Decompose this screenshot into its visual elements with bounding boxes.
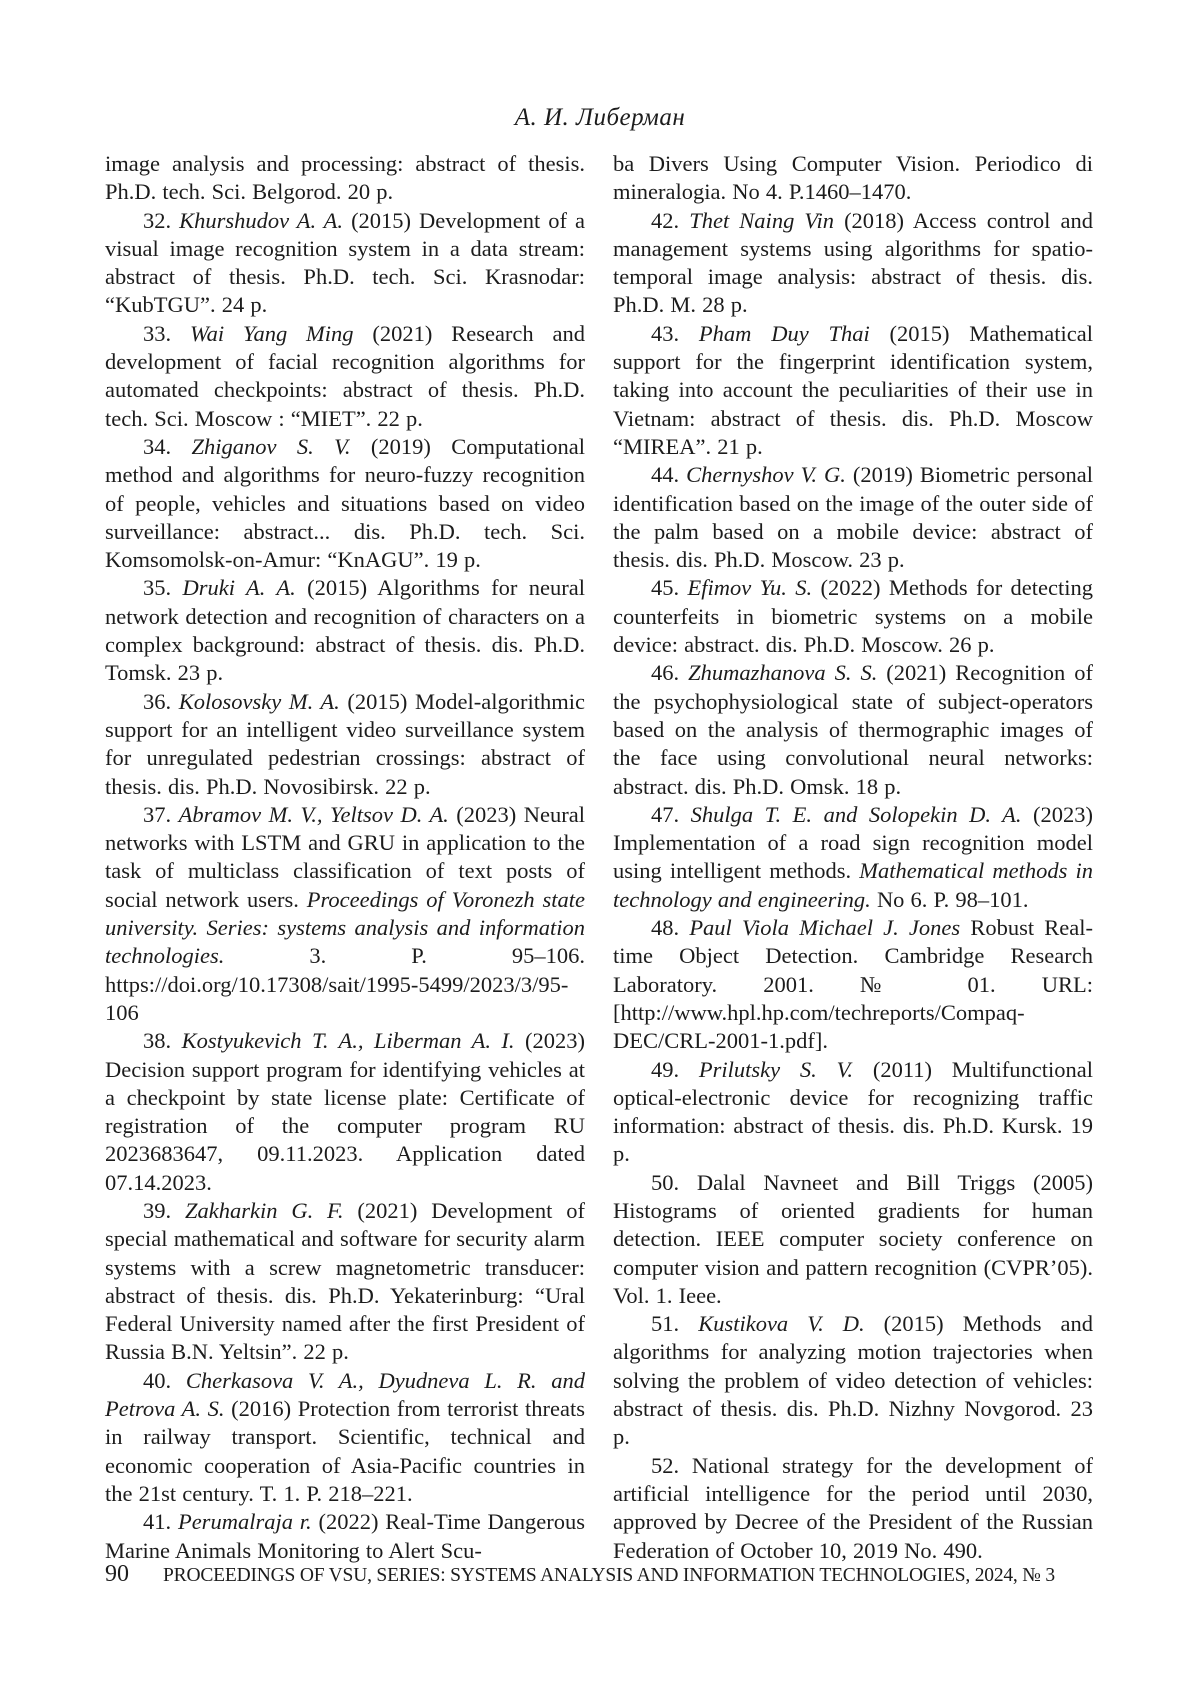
reference-text: 3. P. 95–106. https://doi.org/10.17308/sait/1995-5499/2023/3/95-106: [105, 943, 585, 1025]
reference-item: [613, 1310, 1093, 1451]
reference-emphasis-text: Zhumazhanova S. S.: [688, 660, 878, 686]
reference-emphasis-text: Perumalraja r.: [177, 1509, 312, 1535]
reference-item: [613, 1056, 1093, 1169]
reference-text: 47.: [651, 801, 691, 827]
reference-item: [105, 1508, 585, 1565]
reference-emphasis-text: Cherkasova V. A., Dyudneva L. R. and Petrova A. S.: [105, 1367, 585, 1422]
reference-text: 33.: [143, 320, 190, 346]
references-section: [105, 150, 1093, 1565]
reference-text: 51.: [651, 1311, 699, 1337]
reference-item: [105, 801, 585, 1027]
reference-emphasis-text: Kostyukevich T. A., Liberman A. I.: [181, 1028, 515, 1054]
reference-text: (2019) Computational method and algorithms for neuro-fuzzy recognition of people, vehicles and situations based on video surveillance: abstract... dis. Ph.D. tech. Sci. Komsomolsk-on-Amur: “KnAGU”. 19 p.: [105, 433, 585, 573]
reference-text: 39.: [143, 1197, 185, 1223]
reference-item: [613, 320, 1093, 461]
reference-text: 40.: [143, 1367, 186, 1393]
reference-item: [105, 1027, 585, 1197]
reference-text: (2023) Implementation of a road sign recognition model using intelligent methods.: [613, 801, 1093, 884]
reference-item: [613, 1169, 1093, 1310]
reference-text: 46.: [651, 660, 689, 686]
reference-text: (2023) Decision support program for identifying vehicles at a checkpoint by state license plate: Certificate of registration of the computer program RU 2023683647, 09.11.2023. Application dated 07.14.2023.: [105, 1028, 585, 1195]
references-column-right: [613, 150, 1093, 1565]
reference-text: 45.: [651, 575, 688, 601]
reference-emphasis-text: Khurshudov A. A.: [179, 207, 344, 233]
reference-text: image analysis and processing: abstract of thesis. Ph.D. tech. Sci. Belgorod. 20 p.: [105, 151, 585, 205]
reference-item: [613, 461, 1093, 574]
reference-item: [105, 433, 585, 574]
reference-item: [105, 207, 585, 320]
reference-item: [105, 688, 585, 801]
reference-item: [613, 150, 1093, 207]
reference-text: (2021) Recognition of the psychophysiological state of subject-operators based on the analysis of thermographic images of the face using convolutional neural networks: abstract. dis. Ph.D. Omsk. 18 p.: [613, 660, 1093, 799]
reference-text: (2015) Methods and algorithms for analyzing motion trajectories when solving the problem of video detection of vehicles: abstract of thesis. dis. Ph.D. Nizhny Novgorod. 23 p.: [613, 1311, 1093, 1450]
journal-title: PROCEEDINGS OF VSU, SERIES: SYSTEMS ANALYSIS AND INFORMATION TECHNOLOGIES, 2024, № 3: [163, 1565, 1055, 1586]
reference-text: (2022) Real-Time Dangerous Marine Animals Monitoring to Alert Scu-: [105, 1509, 585, 1563]
reference-text: 49.: [651, 1056, 699, 1082]
reference-text: 35.: [143, 575, 183, 601]
reference-emphasis-text: Wai Yang Ming: [189, 320, 354, 346]
reference-emphasis-text: Thet Naing Vin: [689, 207, 834, 233]
reference-emphasis-text: Chernyshov V. G.: [686, 462, 846, 488]
reference-text: 34.: [143, 433, 192, 459]
reference-emphasis-text: Prilutsky S. V.: [698, 1056, 854, 1082]
reference-emphasis-text: Proceedings of Voronezh state university. Series: systems analysis and information technologies.: [105, 886, 585, 969]
reference-text: ba Divers Using Computer Vision. Periodico di mineralogia. No 4. P.1460–1470.: [613, 151, 1093, 205]
reference-text: (2011) Multifunctional optical-electronic device for recognizing traffic information: abstract of thesis. dis. Ph.D. Kursk. 19 p.: [613, 1056, 1093, 1167]
reference-text: Robust Real-time Object Detection. Cambridge Research Laboratory. 2001. № 01. URL: [http://www.hpl.hp.com/techreports/Compaq-DEC/CRL-2001-1.pdf].: [613, 915, 1093, 1054]
reference-text: 36.: [143, 688, 179, 714]
references-column-left: [105, 150, 585, 1565]
reference-item: [105, 1197, 585, 1367]
reference-text: 52. National strategy for the development of artificial intelligence for the period until 2030, approved by Decree of the President of the Russian Federation of October 10, 2019 No. 490.: [613, 1452, 1093, 1563]
reference-text: (2021) Research and development of facial recognition algorithms for automated checkpoints: abstract of thesis. Ph.D. tech. Sci. Moscow : “MIET”. 22 p.: [105, 320, 585, 431]
reference-text: 48.: [651, 915, 690, 941]
reference-text: No 6. P. 98–101.: [870, 886, 1029, 912]
reference-emphasis-text: Zakharkin G. F.: [184, 1197, 344, 1223]
reference-emphasis-text: Pham Duy Thai: [698, 320, 870, 346]
reference-text: 50. Dalal Navneet and Bill Triggs (2005) Histograms of oriented gradients for human detection. IEEE computer society conference on computer vision and pattern recognition (CVPR’05). Vol. 1. Ieee.: [613, 1169, 1093, 1308]
reference-text: (2015) Algorithms for neural network detection and recognition of characters on a complex background: abstract of thesis. dis. Ph.D. Tomsk. 23 p.: [105, 575, 586, 686]
reference-text: (2015) Model-algorithmic support for an intelligent video surveillance system for unregulated pedestrian crossings: abstract of thesis. dis. Ph.D. Novosibirsk. 22 p.: [105, 688, 586, 799]
reference-text: 32.: [143, 207, 180, 233]
reference-emphasis-text: Kustikova V. D.: [698, 1311, 865, 1337]
reference-text: 42.: [651, 207, 690, 233]
reference-item: [105, 1367, 585, 1508]
reference-emphasis-text: Efimov Yu. S.: [687, 575, 813, 601]
reference-emphasis-text: Zhiganov S. V.: [191, 433, 351, 459]
reference-text: (2019) Biometric personal identification based on the image of the outer side of the palm based on a mobile device: abstract of thesis. dis. Ph.D. Moscow. 23 p.: [613, 462, 1094, 573]
reference-emphasis-text: Shulga T. E. and Solopekin D. A.: [690, 801, 1022, 827]
reference-item: [105, 320, 585, 433]
reference-text: 44.: [651, 462, 687, 488]
reference-emphasis-text: Mathematical methods in technology and engineering.: [613, 858, 1093, 912]
reference-item: [613, 659, 1093, 800]
reference-emphasis-text: Kolosovsky M. A.: [178, 688, 340, 714]
reference-item: [613, 914, 1093, 1055]
reference-item: [613, 207, 1093, 320]
reference-text: (2022) Methods for detecting counterfeits in biometric systems on a mobile device: abstract. dis. Ph.D. Moscow. 26 p.: [613, 575, 1094, 658]
reference-item: [613, 801, 1093, 914]
reference-text: (2015) Mathematical support for the fingerprint identification system, taking into account the peculiarities of their use in Vietnam: abstract of thesis. dis. Ph.D. Moscow “MIREA”. 21 p.: [613, 320, 1094, 459]
reference-text: (2018) Access control and management systems using algorithms for spatio-temporal image analysis: abstract of thesis. dis. Ph.D. M. 28 p.: [613, 207, 1094, 318]
reference-item: [613, 1452, 1093, 1565]
reference-item: [105, 150, 585, 207]
reference-item: [613, 574, 1093, 659]
reference-text: (2015) Development of a visual image recognition system in a data stream: abstract of thesis. Ph.D. tech. Sci. Krasnodar: “KubTGU”. 24 p.: [105, 207, 585, 318]
reference-emphasis-text: Druki A. A.: [182, 575, 296, 601]
reference-text: (2016) Protection from terrorist threats in railway transport. Scientific, technical and economic cooperation of Asia-Pacific countries in the 21st century. T. 1. P. 218–221.: [105, 1396, 586, 1506]
page-number: 90: [105, 1561, 129, 1587]
reference-text: 38.: [143, 1028, 182, 1054]
reference-emphasis-text: Abramov M. V., Yeltsov D. A.: [178, 801, 449, 827]
reference-text: (2021) Development of special mathematical and software for security alarm systems with a screw magnetometric transducer: abstract of thesis. dis. Ph.D. Yekaterinburg: “Ural Federal University named after the first President of Russia B.N. Yeltsin”. 22 p.: [105, 1197, 585, 1365]
reference-item: [105, 574, 585, 687]
page-footer: [105, 1561, 1093, 1588]
reference-emphasis-text: Paul Viola Michael J. Jones: [689, 915, 961, 941]
reference-text: 43.: [651, 320, 699, 346]
reference-text: 37.: [143, 801, 179, 827]
reference-text: 41.: [143, 1509, 178, 1535]
reference-text: (2023) Neural networks with LSTM and GRU in application to the task of multiclass classification of text posts of social network users.: [105, 801, 586, 912]
running-head: А. И. Либерман: [514, 104, 686, 131]
